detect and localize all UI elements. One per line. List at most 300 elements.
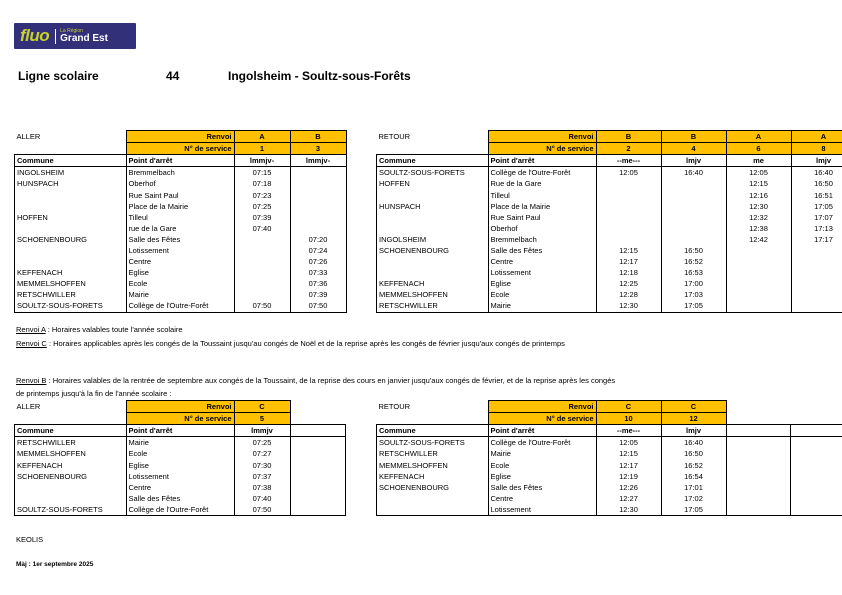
commune-cell — [15, 256, 127, 267]
stop-cell: Oberhof — [488, 223, 596, 234]
logo-separator — [55, 29, 56, 44]
time-cell: 12:38 — [726, 223, 791, 234]
commune-cell — [15, 493, 127, 504]
commune-cell: RETSCHWILLER — [15, 437, 127, 449]
time-cell — [661, 223, 726, 234]
line-number: 44 — [166, 69, 180, 83]
time-cell — [661, 189, 726, 200]
header-days: me — [726, 155, 791, 167]
commune-cell — [377, 267, 489, 278]
table-row — [377, 234, 842, 245]
stop-cell: Eglise — [126, 459, 234, 470]
table-row — [377, 482, 842, 493]
service-number: 10 — [596, 413, 661, 425]
time-cell: 16:51 — [791, 189, 842, 200]
renvoi-label: Renvoi — [488, 401, 596, 413]
time-cell: 07:30 — [234, 459, 290, 470]
spacer-cell — [726, 413, 791, 425]
table-row — [15, 459, 346, 470]
commune-cell: SCHOENENBOURG — [15, 471, 127, 482]
column-header-row — [377, 425, 842, 437]
table-row — [377, 201, 842, 212]
time-cell: 07:50 — [234, 300, 290, 312]
commune-cell: KEFFENACH — [377, 278, 489, 289]
commune-cell — [377, 256, 489, 267]
direction-label: ALLER — [16, 402, 41, 412]
time-cell: 07:39 — [234, 212, 290, 223]
commune-cell: KEFFENACH — [15, 459, 127, 470]
logo-fluo: fluo — [20, 26, 50, 45]
empty-cell — [791, 493, 842, 504]
stop-cell: Tilleul — [488, 189, 596, 200]
column-header-row — [15, 425, 346, 437]
time-cell — [290, 201, 346, 212]
table-row — [15, 437, 346, 449]
time-cell: 16:50 — [791, 178, 842, 189]
time-cell: 16:40 — [661, 167, 726, 179]
renvoi-value: C — [596, 401, 661, 413]
empty-cell — [791, 471, 842, 482]
time-cell: 12:27 — [596, 493, 661, 504]
stop-cell: Ecole — [488, 289, 596, 300]
empty-cell — [290, 448, 346, 459]
stop-cell: Eglise — [126, 267, 234, 278]
stop-cell: Centre — [488, 493, 596, 504]
time-cell: 16:53 — [661, 267, 726, 278]
time-cell: 12:30 — [596, 504, 661, 516]
header-days: lmjv — [661, 155, 726, 167]
stop-cell: Salle des Fêtes — [126, 234, 234, 245]
time-cell — [290, 223, 346, 234]
header-days: --me--- — [596, 155, 661, 167]
route-name: Ingolsheim - Soultz-sous-Forêts — [228, 69, 411, 83]
table-aller-2 — [14, 400, 346, 516]
empty-cell — [290, 504, 346, 516]
time-cell: 12:05 — [726, 167, 791, 179]
table-row — [377, 167, 842, 179]
stop-cell: rue de la Gare — [126, 223, 234, 234]
table-row — [377, 256, 842, 267]
direction-label: ALLER — [16, 132, 41, 142]
time-cell: 07:38 — [234, 482, 290, 493]
renvoi-value: A — [234, 131, 290, 143]
time-cell: 07:23 — [234, 189, 290, 200]
header-empty — [726, 425, 791, 437]
stop-cell: Bremmelbach — [488, 234, 596, 245]
time-cell — [726, 245, 791, 256]
table-row — [15, 267, 347, 278]
table-row — [15, 234, 347, 245]
commune-cell: SCHOENENBOURG — [15, 234, 127, 245]
table-retour-1 — [376, 130, 842, 313]
time-cell: 07:27 — [234, 448, 290, 459]
time-cell: 16:50 — [661, 245, 726, 256]
time-cell: 12:16 — [726, 189, 791, 200]
commune-cell: MEMMELSHOFFEN — [377, 289, 489, 300]
header-stop: Point d'arrêt — [488, 155, 596, 167]
spacer-cell — [290, 401, 346, 413]
time-cell — [234, 278, 290, 289]
time-cell — [661, 178, 726, 189]
header-days: lmmjv — [234, 425, 290, 437]
service-number: 5 — [234, 413, 290, 425]
service-label: N° de service — [126, 413, 234, 425]
commune-cell — [377, 504, 489, 516]
time-cell — [726, 256, 791, 267]
empty-cell — [726, 459, 791, 470]
table-row — [377, 300, 842, 312]
header-stop: Point d'arrêt — [126, 155, 234, 167]
commune-cell — [15, 201, 127, 212]
table-row — [15, 278, 347, 289]
header-days: lmmjv- — [234, 155, 290, 167]
time-cell: 12:30 — [596, 300, 661, 312]
time-cell: 17:03 — [661, 289, 726, 300]
time-cell — [290, 189, 346, 200]
stop-cell: Ecole — [126, 278, 234, 289]
stop-cell: Rue de la Gare — [488, 178, 596, 189]
commune-cell: RETSCHWILLER — [377, 448, 489, 459]
time-cell: 16:40 — [791, 167, 842, 179]
stop-cell: Collège de l'Outre-Forêt — [488, 437, 596, 449]
stop-cell: Bremmelbach — [126, 167, 234, 179]
header-commune: Commune — [377, 155, 489, 167]
time-cell — [661, 212, 726, 223]
note-renvoi-b-cont: de printemps jusqu'à la fin de l'année scolaire : — [16, 389, 172, 398]
commune-cell: KEFFENACH — [15, 267, 127, 278]
table-row — [15, 471, 346, 482]
table-row — [377, 289, 842, 300]
table-row — [15, 223, 347, 234]
empty-cell — [290, 471, 346, 482]
time-cell: 12:05 — [596, 437, 661, 449]
table-row — [15, 167, 347, 179]
commune-cell: MEMMELSHOFFEN — [377, 459, 489, 470]
time-cell — [290, 167, 346, 179]
time-cell — [596, 178, 661, 189]
stop-cell: Rue Saint Paul — [126, 189, 234, 200]
time-cell — [791, 256, 842, 267]
renvoi-value: C — [661, 401, 726, 413]
table-row — [377, 223, 842, 234]
column-header-row — [377, 155, 842, 167]
time-cell — [596, 212, 661, 223]
table-row — [377, 493, 842, 504]
empty-cell — [791, 504, 842, 516]
renvoi-value: B — [290, 131, 346, 143]
renvoi-value: C — [234, 401, 290, 413]
spacer-cell — [377, 143, 489, 155]
commune-cell — [377, 493, 489, 504]
service-row — [377, 413, 842, 425]
empty-cell — [726, 482, 791, 493]
stop-cell: Salle des Fêtes — [126, 493, 234, 504]
header-empty — [290, 425, 346, 437]
time-cell — [234, 245, 290, 256]
time-cell — [726, 289, 791, 300]
time-cell: 07:33 — [290, 267, 346, 278]
stop-cell: Tilleul — [126, 212, 234, 223]
table-row — [15, 178, 347, 189]
time-cell: 17:05 — [661, 300, 726, 312]
header-days: lmjv — [791, 155, 842, 167]
empty-cell — [726, 471, 791, 482]
time-cell: 07:36 — [290, 278, 346, 289]
renvoi-row — [15, 131, 347, 143]
time-cell: 07:50 — [290, 300, 346, 312]
operator-name: KEOLIS — [16, 535, 44, 544]
commune-cell — [15, 482, 127, 493]
table-row — [377, 189, 842, 200]
commune-cell: SOULTZ-SOUS-FORETS — [15, 504, 127, 516]
time-cell: 07:15 — [234, 167, 290, 179]
empty-cell — [726, 493, 791, 504]
header-empty — [791, 425, 842, 437]
table-row — [15, 482, 346, 493]
stop-cell: Centre — [126, 256, 234, 267]
header-stop: Point d'arrêt — [126, 425, 234, 437]
stop-cell: Eglise — [488, 471, 596, 482]
commune-cell: INGOLSHEIM — [15, 167, 127, 179]
stop-cell: Rue Saint Paul — [488, 212, 596, 223]
commune-cell: SOULTZ-SOUS-FORETS — [377, 437, 489, 449]
direction-label: RETOUR — [378, 132, 411, 142]
spacer-cell — [791, 413, 842, 425]
time-cell: 07:50 — [234, 504, 290, 516]
table-row — [377, 245, 842, 256]
commune-cell: SOULTZ-SOUS-FORETS — [377, 167, 489, 179]
table-row — [377, 437, 842, 449]
table-row — [377, 471, 842, 482]
time-cell: 12:15 — [596, 448, 661, 459]
stop-cell: Lotissement — [488, 267, 596, 278]
time-cell: 12:19 — [596, 471, 661, 482]
time-cell — [234, 289, 290, 300]
time-cell: 12:28 — [596, 289, 661, 300]
table-row — [15, 201, 347, 212]
commune-cell — [15, 245, 127, 256]
time-cell: 12:18 — [596, 267, 661, 278]
stop-cell: Place de la Mairie — [126, 201, 234, 212]
renvoi-row — [15, 401, 346, 413]
stop-cell: Ecole — [488, 459, 596, 470]
time-cell: 12:17 — [596, 256, 661, 267]
table-row — [377, 267, 842, 278]
service-row — [377, 143, 842, 155]
time-cell — [791, 267, 842, 278]
table-row — [377, 178, 842, 189]
time-cell: 12:17 — [596, 459, 661, 470]
stop-cell: Centre — [126, 482, 234, 493]
time-cell: 16:54 — [661, 471, 726, 482]
renvoi-label: Renvoi — [488, 131, 596, 143]
time-cell: 16:52 — [661, 459, 726, 470]
empty-cell — [726, 437, 791, 449]
service-number: 8 — [791, 143, 842, 155]
stop-cell: Eglise — [488, 278, 596, 289]
time-cell — [596, 189, 661, 200]
commune-cell: SOULTZ-SOUS-FORETS — [15, 300, 127, 312]
stop-cell: Lotissement — [126, 471, 234, 482]
stop-cell: Ecole — [126, 448, 234, 459]
stop-cell: Salle des Fêtes — [488, 482, 596, 493]
time-cell — [726, 278, 791, 289]
commune-cell: SCHOENENBOURG — [377, 245, 489, 256]
commune-cell: HOFFEN — [377, 178, 489, 189]
table-row — [377, 212, 842, 223]
time-cell: 16:50 — [661, 448, 726, 459]
service-row — [15, 413, 346, 425]
fluo-grand-est-logo — [14, 23, 136, 49]
stop-cell: Lotissement — [126, 245, 234, 256]
commune-cell — [15, 223, 127, 234]
time-cell: 16:40 — [661, 437, 726, 449]
service-number: 2 — [596, 143, 661, 155]
spacer-cell — [15, 413, 127, 425]
time-cell: 12:42 — [726, 234, 791, 245]
logo-region: La Région Grand Est — [60, 27, 108, 44]
renvoi-value: B — [596, 131, 661, 143]
empty-cell — [290, 437, 346, 449]
time-cell: 12:05 — [596, 167, 661, 179]
empty-cell — [791, 448, 842, 459]
time-cell — [596, 201, 661, 212]
header-days: --me--- — [596, 425, 661, 437]
time-cell: 17:13 — [791, 223, 842, 234]
time-cell — [234, 234, 290, 245]
note-renvoi-c: Renvoi C : Horaires applicables après les congés de la Toussaint jusqu'au congés de Noël et de la reprise après les congés de février jusqu'aux congés de printemps — [16, 339, 565, 348]
empty-cell — [290, 459, 346, 470]
time-cell: 16:52 — [661, 256, 726, 267]
service-label: N° de service — [126, 143, 234, 155]
header-days: lmjv — [661, 425, 726, 437]
stop-cell: Mairie — [126, 289, 234, 300]
time-cell — [791, 245, 842, 256]
renvoi-label: Renvoi — [126, 401, 234, 413]
time-cell: 07:25 — [234, 201, 290, 212]
renvoi-label: Renvoi — [126, 131, 234, 143]
stop-cell: Collège de l'Outre-Forêt — [126, 504, 234, 516]
update-date: Màj : 1er septembre 2025 — [16, 561, 94, 568]
table-row — [15, 212, 347, 223]
time-cell — [290, 178, 346, 189]
service-number: 12 — [661, 413, 726, 425]
time-cell — [661, 201, 726, 212]
service-number: 4 — [661, 143, 726, 155]
time-cell: 17:07 — [791, 212, 842, 223]
service-label: N° de service — [488, 143, 596, 155]
table-row — [15, 245, 347, 256]
commune-cell: KEFFENACH — [377, 471, 489, 482]
note-renvoi-b: Renvoi B : Horaires valables de la rentrée de septembre aux congés de la Toussaint, de la reprise des cours en janvier jusqu'aux congés de février, et de la reprise après les congés — [16, 376, 616, 385]
table-aller-1 — [14, 130, 347, 313]
empty-cell — [726, 504, 791, 516]
stop-cell: Mairie — [488, 448, 596, 459]
page-title: Ligne scolaire — [18, 69, 99, 83]
service-number: 1 — [234, 143, 290, 155]
time-cell: 12:15 — [726, 178, 791, 189]
time-cell — [596, 223, 661, 234]
empty-cell — [791, 482, 842, 493]
time-cell: 17:02 — [661, 493, 726, 504]
time-cell — [726, 300, 791, 312]
service-row — [15, 143, 347, 155]
stop-cell: Lotissement — [488, 504, 596, 516]
commune-cell: MEMMELSHOFFEN — [15, 448, 127, 459]
stop-cell: Mairie — [126, 437, 234, 449]
table-row — [15, 256, 347, 267]
column-header-row — [15, 155, 347, 167]
commune-cell — [377, 189, 489, 200]
time-cell — [726, 267, 791, 278]
time-cell: 07:24 — [290, 245, 346, 256]
renvoi-value: A — [791, 131, 842, 143]
time-cell — [791, 289, 842, 300]
commune-cell — [377, 212, 489, 223]
time-cell — [791, 300, 842, 312]
time-cell: 17:00 — [661, 278, 726, 289]
renvoi-row — [377, 131, 842, 143]
direction-label: RETOUR — [378, 402, 411, 412]
stop-cell: Mairie — [488, 300, 596, 312]
stop-cell: Centre — [488, 256, 596, 267]
time-cell — [791, 278, 842, 289]
spacer-cell — [377, 413, 489, 425]
time-cell: 07:40 — [234, 493, 290, 504]
time-cell: 12:30 — [726, 201, 791, 212]
renvoi-value: B — [661, 131, 726, 143]
time-cell: 07:25 — [234, 437, 290, 449]
time-cell — [234, 256, 290, 267]
time-cell — [290, 212, 346, 223]
header-commune: Commune — [15, 425, 127, 437]
commune-cell: RETSCHWILLER — [15, 289, 127, 300]
commune-cell: SCHOENENBOURG — [377, 482, 489, 493]
commune-cell: RETSCHWILLER — [377, 300, 489, 312]
table-row — [15, 189, 347, 200]
table-row — [377, 459, 842, 470]
time-cell: 07:26 — [290, 256, 346, 267]
time-cell: 17:17 — [791, 234, 842, 245]
time-cell: 12:32 — [726, 212, 791, 223]
renvoi-row — [377, 401, 842, 413]
time-cell: 17:05 — [661, 504, 726, 516]
stop-cell: Collège de l'Outre-Forêt — [126, 300, 234, 312]
time-cell: 07:39 — [290, 289, 346, 300]
header-days: lmmjv- — [290, 155, 346, 167]
note-renvoi-a: Renvoi A : Horaires valables toute l'année scolaire — [16, 325, 183, 334]
time-cell — [596, 234, 661, 245]
renvoi-value: A — [726, 131, 791, 143]
header-commune: Commune — [377, 425, 489, 437]
service-number: 3 — [290, 143, 346, 155]
commune-cell — [15, 189, 127, 200]
time-cell: 12:15 — [596, 245, 661, 256]
header-commune: Commune — [15, 155, 127, 167]
empty-cell — [791, 459, 842, 470]
table-row — [15, 493, 346, 504]
time-cell: 07:37 — [234, 471, 290, 482]
time-cell: 17:01 — [661, 482, 726, 493]
table-row — [15, 448, 346, 459]
time-cell: 17:05 — [791, 201, 842, 212]
table-row — [15, 289, 347, 300]
empty-cell — [726, 448, 791, 459]
stop-cell: Salle des Fêtes — [488, 245, 596, 256]
empty-cell — [290, 493, 346, 504]
spacer-cell — [290, 413, 346, 425]
service-number: 6 — [726, 143, 791, 155]
